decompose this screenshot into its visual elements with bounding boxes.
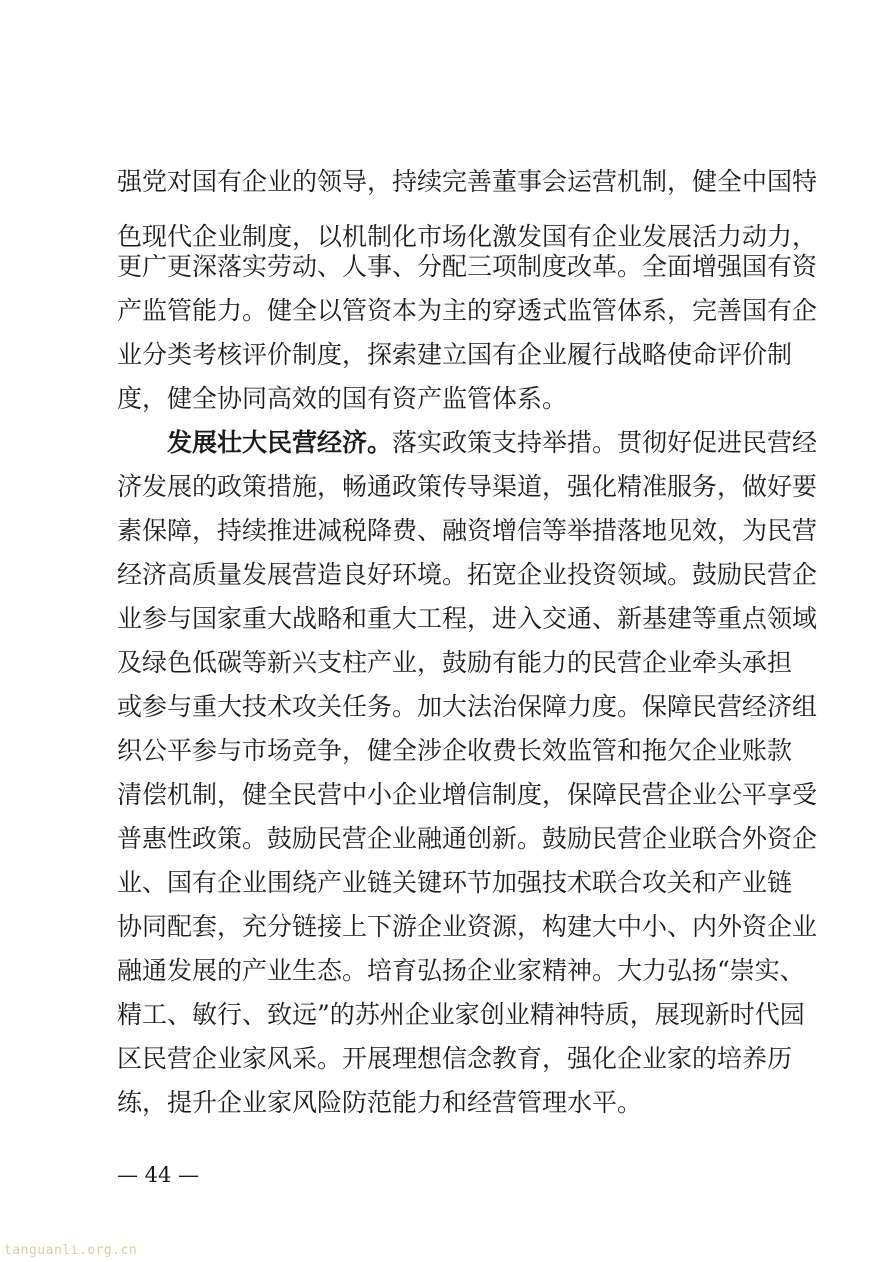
paragraph-line: 经济高质量发展营造良好环境。拓宽企业投资领域。鼓励民营企 — [117, 560, 818, 589]
paragraph-line: 素保障，持续推进减税降费、融资增信等举措落地见效，为民营 — [117, 516, 818, 545]
paragraph-line: 度，健全协同高效的国有资产监管体系。 — [117, 384, 568, 413]
paragraph-line: 济发展的政策措施，畅通政策传导渠道，强化精准服务，做好要 — [117, 472, 818, 501]
paragraph-line: 练，提升企业家风险防范能力和经营管理水平。 — [117, 1088, 643, 1117]
section-heading: 发展壮大民营经济。 — [167, 428, 393, 457]
paragraph-line: 业参与国家重大战略和重大工程，进入交通、新基建等重点领域 — [117, 604, 818, 633]
paragraph-line: 织公平参与市场竞争，健全涉企收费长效监管和拖欠企业账款 — [117, 736, 793, 765]
paragraph-line: 色现代企业制度，以机制化市场化激发国有企业发展活力动力， — [117, 222, 818, 251]
paragraph-line: 更广更深落实劳动、人事、分配三项制度改革。全面增强国有资 — [117, 252, 818, 281]
paragraph-line: 业分类考核评价制度，探索建立国有企业履行战略使命评价制 — [117, 340, 793, 369]
page-number: — 44 — — [117, 1163, 200, 1187]
paragraph-line: 协同配套，充分链接上下游企业资源，构建大中小、内外资企业 — [117, 912, 818, 941]
paragraph-line: 或参与重大技术攻关任务。加大法治保障力度。保障民营经济组 — [117, 692, 818, 721]
paragraph-line: 业、国有企业围绕产业链关键环节加强技术联合攻关和产业链 — [117, 868, 793, 897]
section-first-line-text: 落实政策支持举措。贯彻好促进民营经 — [392, 428, 818, 457]
paragraph-line: 融通发展的产业生态。培育弘扬企业家精神。大力弘扬“崇实、 — [117, 956, 805, 985]
section-first-line — [167, 428, 818, 458]
paragraph-line: 强党对国有企业的领导，持续完善董事会运营机制，健全中国特 — [117, 167, 818, 196]
paragraph-line: 精工、敏行、致远”的苏州企业家创业精神特质，展现新时代园 — [117, 1000, 805, 1029]
paragraph-line: 普惠性政策。鼓励民营企业融通创新。鼓励民营企业联合外资企 — [117, 824, 818, 853]
watermark: tanguanli.org.cn — [4, 1243, 138, 1258]
paragraph-line: 区民营企业家风采。开展理想信念教育，强化企业家的培养历 — [117, 1044, 793, 1073]
paragraph-line: 及绿色低碳等新兴支柱产业，鼓励有能力的民营企业牵头承担 — [117, 648, 793, 677]
paragraph-line: 清偿机制，健全民营中小企业增信制度，保障民营企业公平享受 — [117, 780, 818, 809]
paragraph-line: 产监管能力。健全以管资本为主的穿透式监管体系，完善国有企 — [117, 296, 818, 325]
